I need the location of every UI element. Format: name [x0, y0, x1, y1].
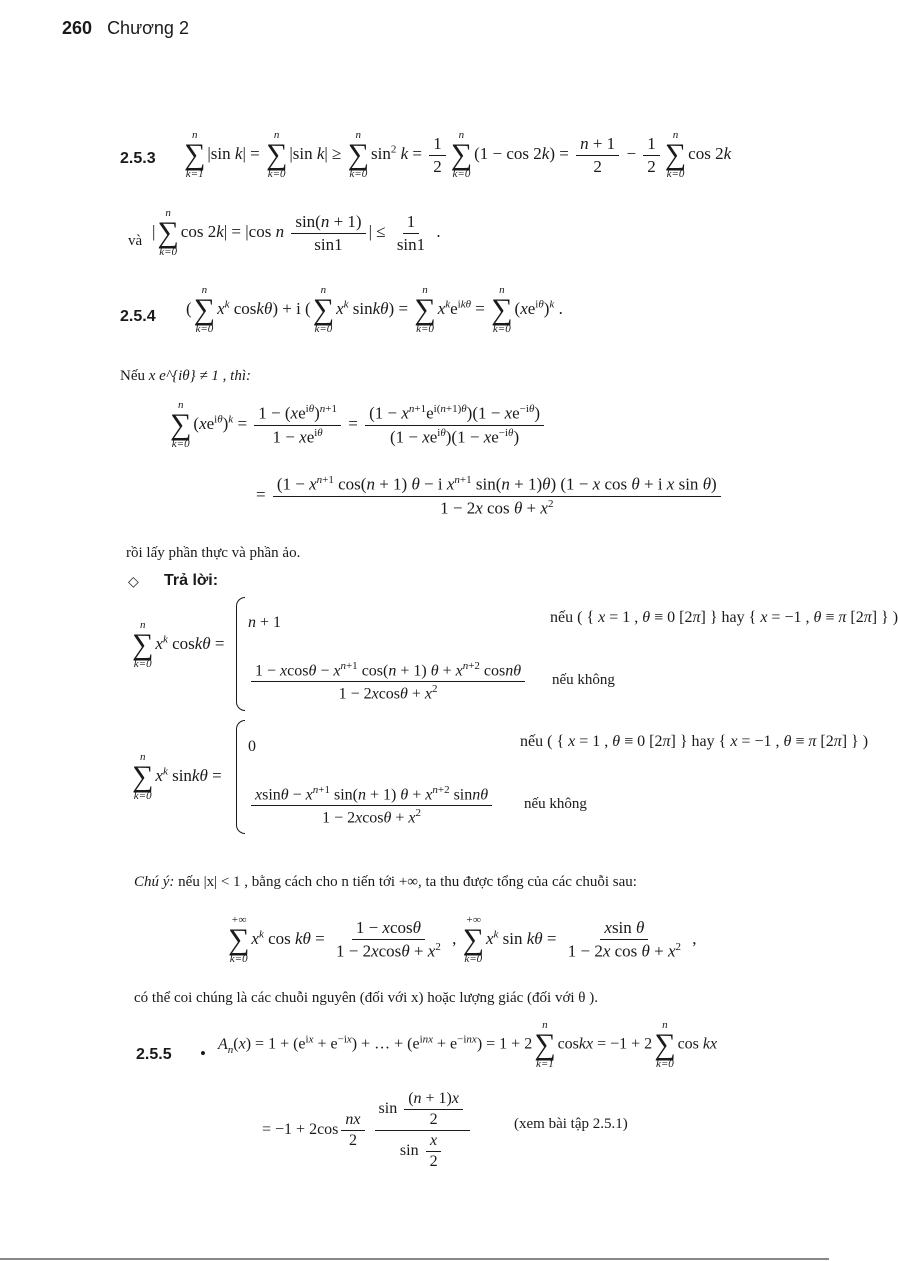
case-cos-2-cond: nếu không [552, 672, 615, 688]
text-tra-loi: Trả lời: [164, 572, 219, 589]
chapter-title: Chương 2 [107, 18, 189, 38]
exercise-2-5-3-label: 2.5.3 [120, 150, 156, 167]
case-sin-1-cond: nếu ( { x = 1 , θ ≡ 0 [2π] } hay { x = −1 , θ ≡ π [2π] } ) [520, 733, 869, 750]
text-hay-1: hay [721, 609, 745, 626]
answer-cos-lhs: n ∑ k=0 $x^k$ coskθ = [132, 619, 225, 670]
exercise-2-5-5-label: 2.5.5 [136, 1046, 172, 1063]
text-neu: Nếu [120, 368, 145, 384]
text-neu-intro [120, 368, 251, 385]
page-header [62, 18, 189, 39]
brace-cos [236, 597, 245, 711]
page-number: 260 [62, 18, 93, 38]
page-bottom-rule [0, 1258, 829, 1260]
formula-geometric-sum: n ∑ k=0 $(xe^{i\theta})^k$ = $\frac{1 - (xe^{i\theta})^{n+1}}{1 - xe^{i\theta}}$ = $\frac{(1 - x^{n+1}e^{i(n+1)\theta})(1 - xe^{-i\theta})}{(1 - xe^{i\theta})(1 - xe^{-i\theta})}$ [168, 400, 547, 450]
diamond-icon: ◇ [128, 575, 139, 590]
note-line [134, 874, 637, 891]
case-sin-2: $\frac{xsin\theta - x^{n+1} \sin(n + 1) \theta + x^{n+2} \sin n\theta}{1 - 2xcos\theta + x^2}$ [248, 784, 495, 828]
formula-2-5-4: ( n ∑ k=0 $x^k$ coskθ) + i ( n ∑ k=0 $x^k$ sinkθ) = n ∑ k=0 $x^ke^{ik\theta}$ = n ∑ k=0 $(xe^{i\theta})^k$ . [186, 284, 563, 335]
text-xem-bai: (xem bài tập 2.5.1) [514, 1116, 628, 1132]
text-neu-2: nếu [520, 733, 544, 750]
note-label: Chú ý: [134, 874, 175, 890]
case-sin-2-cond: nếu không [524, 796, 587, 812]
formula-2-5-5-line2: = −1 + 2cos $\frac{nx}{2}$ sin $\frac{(n + 1)x}{2}$ sin $\frac{x}{2}$ [262, 1090, 473, 1171]
brace-sin [236, 720, 245, 834]
text-hay-2: hay [691, 733, 715, 750]
note-text: nếu |x| < 1 , bằng cách cho n tiến tới +∞, ta thu được tổng của các chuỗi sau: [178, 874, 637, 890]
case-cos-2: $\frac{1 - xcos\theta - x^{n+1} \cos(n + 1) \theta + x^{n+2} \cos n\theta}{1 - 2xcos\theta + x^2}$ [248, 660, 528, 704]
exercise-2-5-4-label: 2.5.4 [120, 308, 156, 325]
text-co-the: có thể coi chúng là các chuỗi nguyên (đối với x) hoặc lượng giác (đối với θ ). [134, 990, 598, 1006]
bullet: • [200, 1044, 206, 1063]
case-sin-1: 0 [248, 738, 256, 755]
formula-2-5-3-line1: n ∑ k=1 |sin k| = n ∑ k=0 |sin k| ≥ n ∑ k=0 $\sin^2 k$ = $\frac{1}{2}$ n ∑ k=0 (1 − cos 2k) = $\frac{n + 1}{2}$ − $\frac{1}{2}$ n ∑ k=0 cos 2k [184, 129, 732, 180]
formula-2-5-5-line1: $A_n(x) = 1 + (e^{ix} + e^{-ix})$ + … + $(e^{inx} + e^{-inx}) = 1 + 2$ n ∑ k=1 coskx = −1 + 2 n ∑ k=0 cos kx [218, 1019, 718, 1070]
text-neu-condition: x e^{iθ} ≠ 1 , thì: [148, 368, 251, 384]
text-va: và [128, 233, 143, 249]
text-roi-lay: rồi lấy phần thực và phần ảo. [126, 545, 301, 561]
case-cos-1: n + 1 [248, 614, 282, 631]
formula-geometric-sum-cont: = ($1 - x^{n+1}$ cos(n + 1) θ − i $x^{n+1}$ sin(n + 1)θ) (1 − x cos θ + i x sin θ) 1 − 2x $\cos \theta + x^2$ [256, 474, 724, 518]
answer-sin-lhs: n ∑ k=0 $x^k$ sinkθ = [132, 751, 222, 802]
formula-infinite-sums: +∞ ∑ k=0 $x^k$ cos kθ = $\frac{1 - xcos\theta}{1 - 2xcos\theta + x^2}$ , +∞ ∑ k=0 $x^k$ sin kθ = $\frac{\text{xsin θ}}{1 - 2x \cos \theta + x^2}$ , [228, 914, 697, 965]
text-neu-1: nếu [550, 609, 574, 626]
case-cos-1-cond: nếu ( { x = 1 , θ ≡ 0 [2π] } hay { x = −1 , θ ≡ π [2π] } ) [550, 609, 898, 626]
formula-2-5-3-line2: | n ∑ k=0 cos 2k| = |cos n $\frac{\sin(n + 1)}{\sin 1}$ | ≤ $\frac{1}{\sin 1}$ . [152, 207, 441, 258]
